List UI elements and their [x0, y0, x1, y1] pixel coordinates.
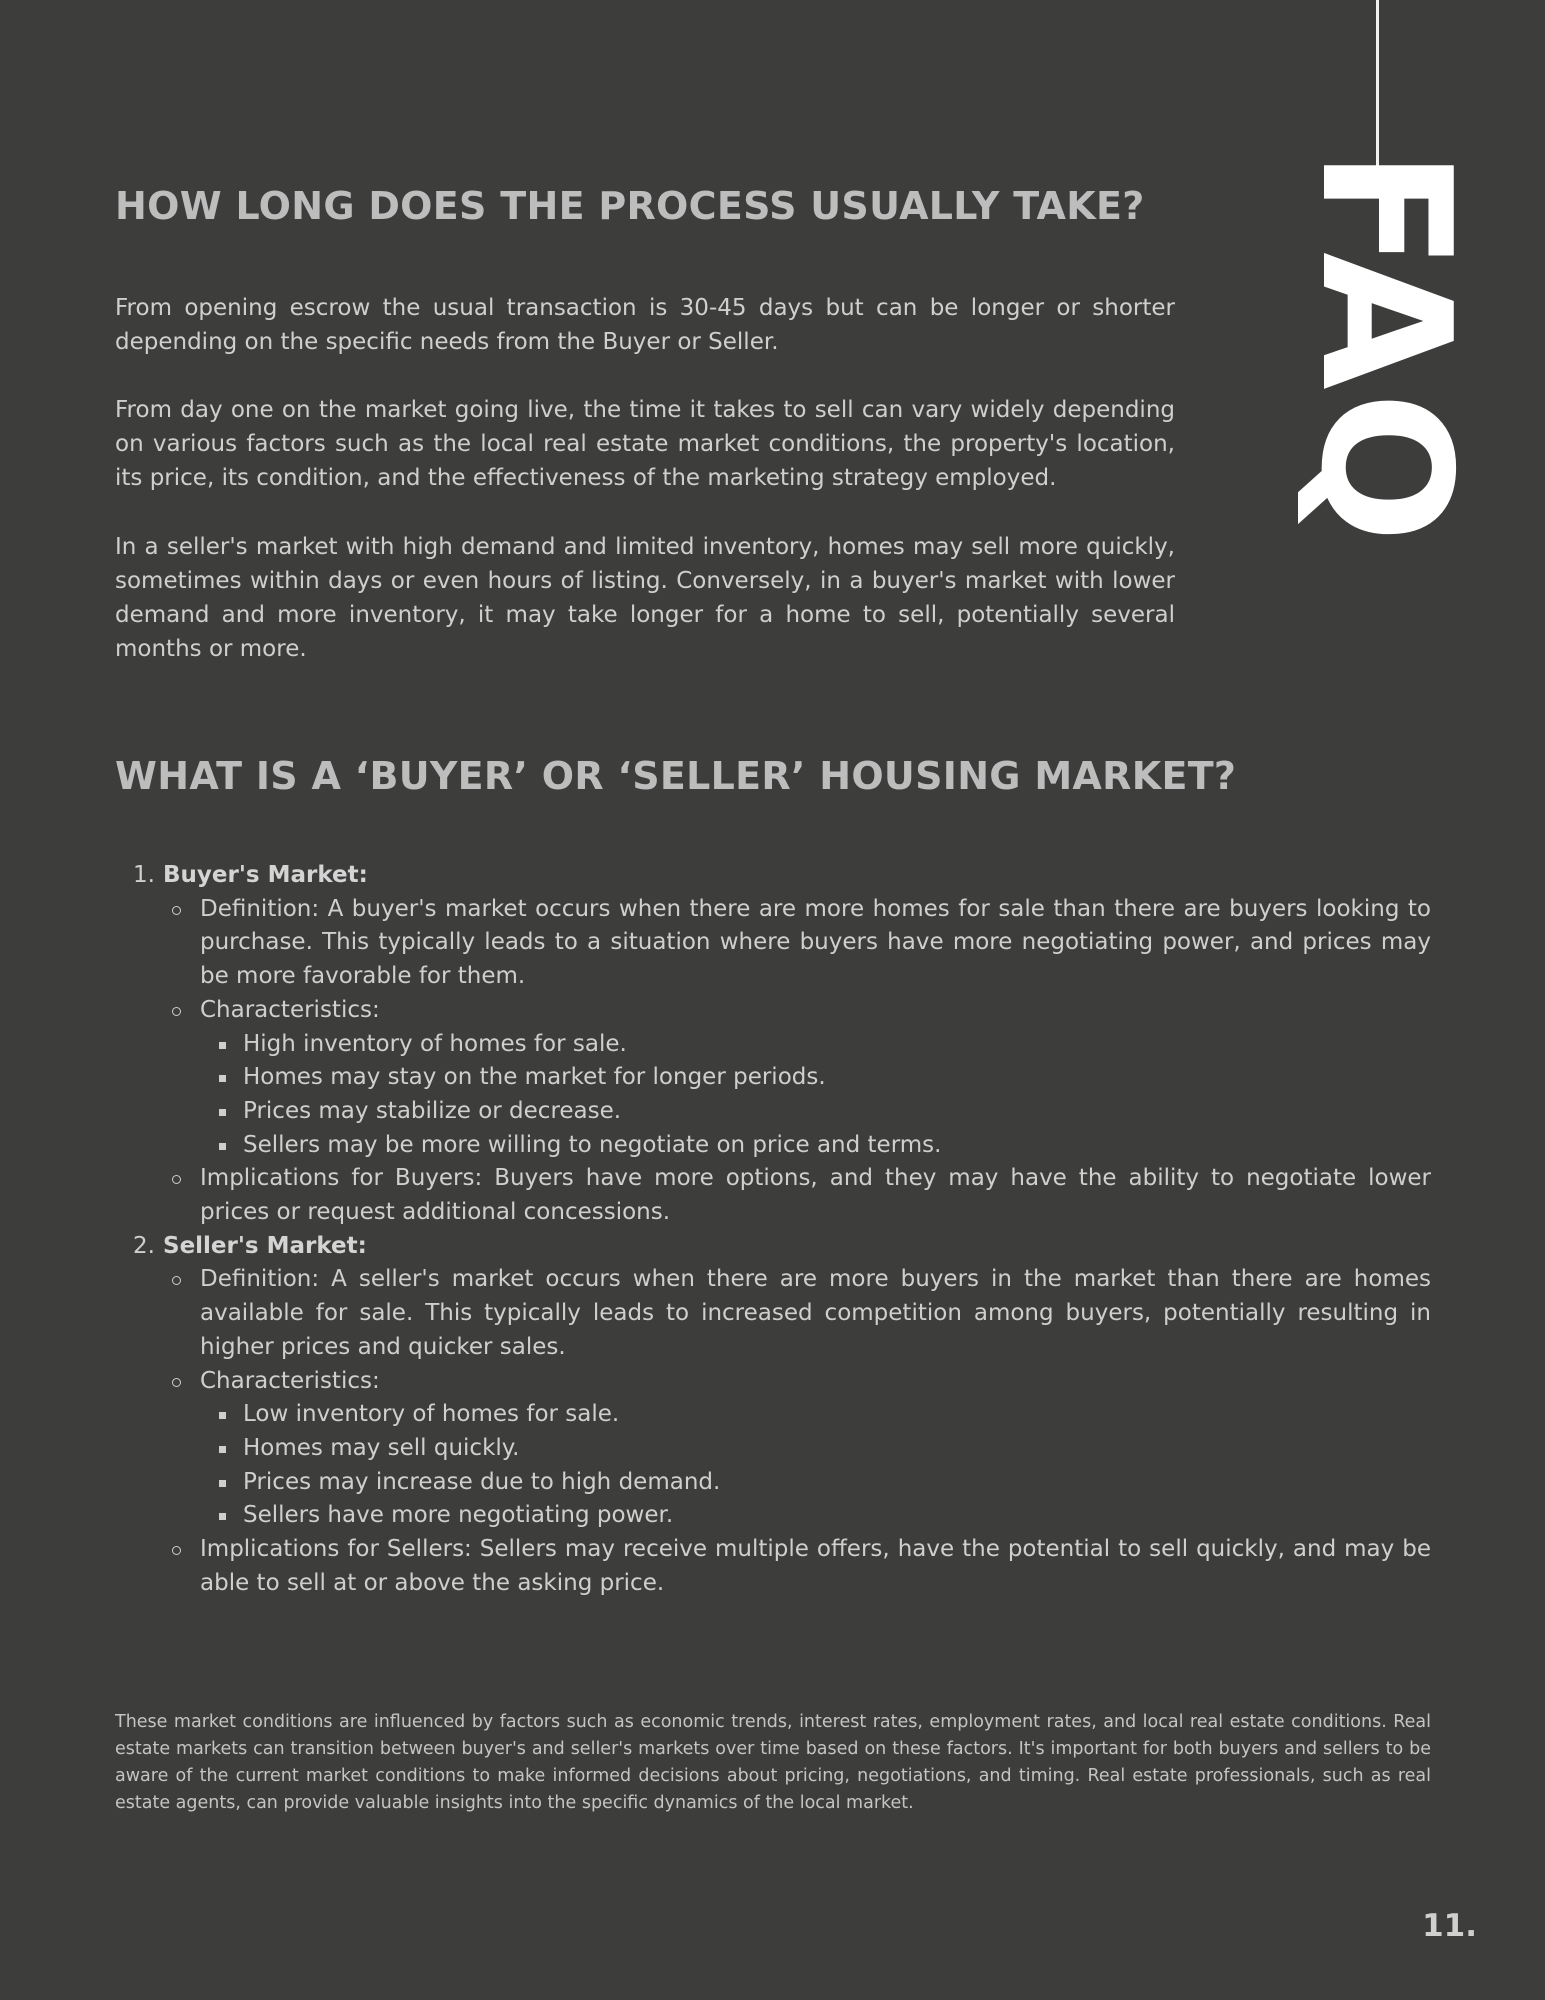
list-item-buyers-market — [115, 859, 1431, 1230]
faq-side-label: FAQ — [1282, 148, 1489, 546]
market-conditions-note: These market conditions are influenced by factors such as economic trends, interest rates, employment rates, and local real estate conditions. Real estate markets can transition between buyer's and seller's markets over time based on these factors. It's important for both buyers and sellers to be aware of the current market conditions to make informed decisions about pricing, negotiations, and timing. Real estate professionals, such as real estate agents, can provide valuable insights into the specific dynamics of the local market. — [115, 1712, 1431, 1813]
list-item: Homes may stay on the market for longer periods. — [200, 1061, 1431, 1095]
market-implications: Implications for Buyers: Buyers have more options, and they may have the ability to negotiate lower prices or request additional concessions. — [163, 1162, 1431, 1229]
paragraph-market-speed: In a seller's market with high demand and limited inventory, homes may sell more quickly, sometimes within days or even hours of listing. Conversely, in a buyer's market with lower demand and more inventory, it may take longer for a home to sell, potentially several months or more. — [115, 534, 1175, 662]
characteristics-list — [200, 1028, 1431, 1163]
market-characteristics — [163, 1365, 1431, 1534]
market-title: Seller's Market: — [163, 1232, 367, 1259]
list-item: Sellers may be more willing to negotiate on price and terms. — [200, 1129, 1431, 1163]
characteristics-label: Characteristics: — [200, 996, 380, 1023]
paragraph-escrow: From opening escrow the usual transaction is 30-45 days but can be longer or shorter depending on the specific needs from the Buyer or Seller. — [115, 295, 1175, 355]
section-heading-process-time: HOW LONG DOES THE PROCESS USUALLY TAKE? — [115, 184, 1145, 228]
list-item: Sellers have more negotiating power. — [200, 1499, 1431, 1533]
list-item: Homes may sell quickly. — [200, 1432, 1431, 1466]
list-item: Prices may stabilize or decrease. — [200, 1095, 1431, 1129]
market-details — [163, 893, 1431, 1230]
paragraph-market-factors: From day one on the market going live, the time it takes to sell can vary widely depending on various factors such as the local real estate market conditions, the property's location, its price, its condition, and the effectiveness of the marketing strategy employed. — [115, 397, 1175, 491]
list-item-sellers-market — [115, 1230, 1431, 1601]
market-implications: Implications for Sellers: Sellers may receive multiple offers, have the potential to sell quickly, and may be able to sell at or above the asking price. — [163, 1533, 1431, 1600]
market-type-list — [115, 859, 1431, 1600]
page-number: 11. — [1422, 1908, 1477, 1944]
characteristics-label: Characteristics: — [200, 1367, 380, 1394]
list-number: 1. — [133, 862, 155, 888]
market-definition: Definition: A seller's market occurs when there are more buyers in the market than there are homes available for sale. This typically leads to increased competition among buyers, potentially resulting in higher prices and quicker sales. — [163, 1263, 1431, 1364]
list-item: Low inventory of homes for sale. — [200, 1398, 1431, 1432]
list-number: 2. — [133, 1232, 155, 1259]
market-definition: Definition: A buyer's market occurs when there are more homes for sale than there are buyers looking to purchase. This typically leads to a situation where buyers have more negotiating power, and prices may be more favorable for them. — [163, 893, 1431, 994]
list-item: High inventory of homes for sale. — [200, 1028, 1431, 1062]
market-details — [163, 1263, 1431, 1600]
market-characteristics — [163, 994, 1431, 1163]
section-heading-market-types: WHAT IS A ‘BUYER’ OR ‘SELLER’ HOUSING MARKET? — [115, 754, 1237, 798]
characteristics-list — [200, 1398, 1431, 1533]
list-item: Prices may increase due to high demand. — [200, 1466, 1431, 1500]
market-title: Buyer's Market: — [163, 862, 368, 888]
